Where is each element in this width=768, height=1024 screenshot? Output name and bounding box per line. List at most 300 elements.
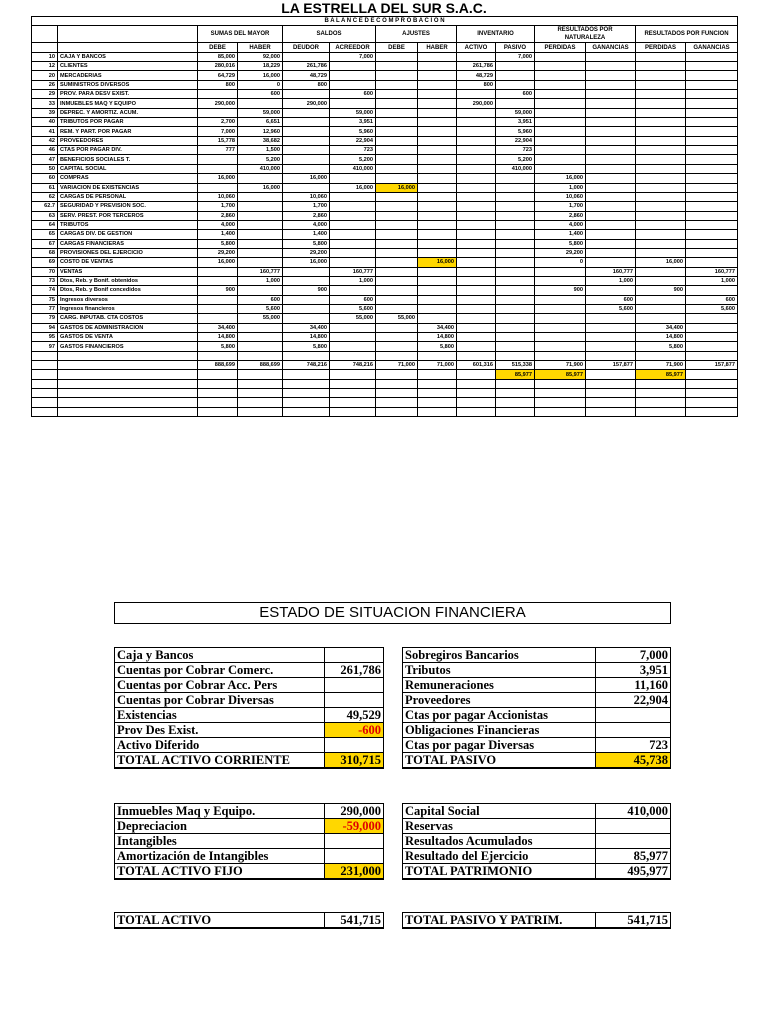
account-code: 50 [32,164,58,173]
statement-label: Reservas [403,819,596,834]
cell-pasivo [496,174,535,183]
statement-label: Ctas por pagar Diversas [403,738,596,753]
cell-haber [238,202,283,211]
cell-ganancias-fun [686,108,738,117]
cell-haber: 12,960 [238,127,283,136]
header-ajustes: AJUSTES [376,26,457,43]
cell-ganancias [586,258,636,267]
cell-ganancias [586,146,636,155]
cell-perdidas-fun [636,118,686,127]
total-perdidas: 71,900 [535,361,586,370]
cell-activo [457,118,496,127]
cell-deudor [283,118,330,127]
statement-label: TOTAL PATRIMONIO [403,864,596,880]
cell-perdidas: 1,700 [535,202,586,211]
cell-ajuste-haber [418,230,457,239]
result-perdidas-fun: 85,977 [636,370,686,379]
cell-debe: 7,000 [198,127,238,136]
cell-ajuste-debe [376,248,418,257]
statement-value: 3,951 [596,663,671,678]
statement-value [325,738,384,753]
statement-value [325,648,384,663]
account-code: 40 [32,118,58,127]
account-name: CARGAS DE PERSONAL [58,192,198,201]
balance-row [32,286,738,295]
account-code: 70 [32,267,58,276]
cell-perdidas: 29,200 [535,248,586,257]
cell-activo [457,333,496,342]
cell-ajuste-debe [376,304,418,313]
cell-ganancias [586,211,636,220]
cell-pasivo [496,323,535,332]
cell-haber [238,192,283,201]
account-name: BENEFICIOS SOCIALES T. [58,155,198,164]
statement-row [403,819,671,834]
cell-acreedor [330,342,376,351]
cell-ganancias-fun [686,258,738,267]
cell-activo [457,230,496,239]
statement-row [115,819,384,834]
cell-ajuste-debe [376,80,418,89]
account-code: 68 [32,248,58,257]
cell-activo: 290,000 [457,99,496,108]
statement-label: Inmuebles Maq y Equipo. [115,804,325,819]
cell-activo [457,258,496,267]
cell-acreedor [330,174,376,183]
cell-acreedor [330,248,376,257]
cell-activo [457,202,496,211]
account-name: CARG. INPUTAB. CTA COSTOS [58,314,198,323]
cell-perdidas-fun [636,62,686,71]
statement-label: Depreciacion [115,819,325,834]
cell-ajuste-debe [376,230,418,239]
cell-deudor: 48,729 [283,71,330,80]
cell-ganancias [586,174,636,183]
cell-perdidas [535,136,586,145]
header-sumas: SUMAS DEL MAYOR [198,26,283,43]
cell-ganancias-fun [686,80,738,89]
cell-haber [238,258,283,267]
blank-row [32,398,738,407]
cell-acreedor [330,258,376,267]
cell-debe: 14,800 [198,333,238,342]
cell-ajuste-haber [418,80,457,89]
account-name: Ingresos diversos [58,295,198,304]
cell-ganancias: 600 [586,295,636,304]
statement-value: 410,000 [596,804,671,819]
col-debe: DEBE [198,43,238,52]
cell-ganancias-fun [686,164,738,173]
cell-ganancias-fun [686,155,738,164]
cell-ajuste-debe [376,174,418,183]
statement-row [115,753,384,769]
col-activo: ACTIVO [457,43,496,52]
cell-acreedor: 3,951 [330,118,376,127]
cell-debe [198,267,238,276]
cell-haber [238,342,283,351]
cell-ganancias [586,342,636,351]
balance-row [32,342,738,351]
cell-deudor: 290,000 [283,99,330,108]
blank-row [32,407,738,416]
cell-ajuste-debe [376,155,418,164]
cell-ganancias [586,239,636,248]
header-saldos: SALDOS [283,26,376,43]
cell-ganancias [586,333,636,342]
cell-ajuste-debe [376,164,418,173]
balance-row [32,211,738,220]
statement-value [596,708,671,723]
cell-ajuste-debe [376,286,418,295]
account-name: REM. Y PART. POR PAGAR [58,127,198,136]
account-code: 47 [32,155,58,164]
cell-acreedor: 600 [330,295,376,304]
statement-row [403,663,671,678]
cell-ajuste-haber [418,174,457,183]
cell-pasivo [496,286,535,295]
cell-ganancias [586,62,636,71]
cell-ajuste-debe [376,267,418,276]
cell-haber [238,220,283,229]
cell-debe [198,108,238,117]
cell-deudor [283,314,330,323]
account-name: SERV. PREST. POR TERCEROS [58,211,198,220]
balance-row [32,267,738,276]
statement-value: 85,977 [596,849,671,864]
cell-acreedor [330,220,376,229]
cell-ganancias-fun [686,118,738,127]
statement-value: 290,000 [325,804,384,819]
cell-perdidas-fun: 5,800 [636,342,686,351]
cell-ajuste-debe [376,342,418,351]
statement-value [596,819,671,834]
statement-label: Amortización de Intangibles [115,849,325,864]
cell-ajuste-debe [376,276,418,285]
cell-ajuste-haber [418,211,457,220]
header-resultados-funcion: RESULTADOS POR FUNCION [636,26,738,43]
cell-ganancias [586,286,636,295]
cell-activo: 48,729 [457,71,496,80]
cell-pasivo [496,230,535,239]
account-name: MERCADERIAS [58,71,198,80]
cell-pasivo: 600 [496,90,535,99]
account-code: 29 [32,90,58,99]
statement-row [115,678,384,693]
total-pasivo-patrim-label: TOTAL PASIVO Y PATRIM. [403,913,596,929]
statement-row [403,834,671,849]
cell-pasivo [496,314,535,323]
cell-pasivo [496,220,535,229]
cell-ajuste-haber: 16,000 [418,258,457,267]
account-name: SEGURIDAD Y PREVISION SOC. [58,202,198,211]
cell-haber: 55,000 [238,314,283,323]
cell-ganancias-fun [686,333,738,342]
account-name: PROVEEDORES [58,136,198,145]
balance-row [32,258,738,267]
account-name: COSTO DE VENTAS [58,258,198,267]
account-name: VENTAS [58,267,198,276]
cell-perdidas-fun [636,174,686,183]
cell-perdidas [535,164,586,173]
cell-debe [198,295,238,304]
cell-acreedor [330,80,376,89]
statement-label: Cuentas por Cobrar Acc. Pers [115,678,325,693]
statement-row [115,708,384,723]
cell-perdidas-fun [636,127,686,136]
cell-pasivo [496,211,535,220]
cell-debe: 16,000 [198,258,238,267]
cell-haber: 5,200 [238,155,283,164]
cell-haber [238,248,283,257]
cell-debe: 15,778 [198,136,238,145]
cell-haber [238,99,283,108]
col-acreedor: ACREEDOR [330,43,376,52]
statement-row [115,738,384,753]
cell-ajuste-debe [376,146,418,155]
cell-acreedor [330,202,376,211]
cell-perdidas: 1,400 [535,230,586,239]
statement-row [115,723,384,738]
cell-ganancias-fun [686,192,738,201]
balance-row [32,108,738,117]
total-pasivo-patrim-value: 541,715 [596,913,671,929]
cell-ganancias-fun [686,230,738,239]
cell-debe: 777 [198,146,238,155]
cell-activo [457,136,496,145]
statement-value [325,678,384,693]
cell-debe: 29,200 [198,248,238,257]
cell-ganancias-fun [686,183,738,192]
cell-ganancias-fun [686,52,738,61]
statement-value: 723 [596,738,671,753]
cell-ganancias [586,136,636,145]
cell-activo [457,146,496,155]
cell-ganancias-fun [686,211,738,220]
cell-ganancias [586,155,636,164]
account-code: 33 [32,99,58,108]
cell-perdidas [535,127,586,136]
balance-row [32,230,738,239]
statement-label: TOTAL PASIVO [403,753,596,769]
account-name: TRIBUTOS [58,220,198,229]
company-title: LA ESTRELLA DEL SUR S.A.C. [281,0,487,16]
cell-ajuste-haber [418,314,457,323]
statement-row [403,753,671,769]
cell-perdidas-fun [636,267,686,276]
cell-ajuste-haber [418,304,457,313]
balance-row [32,80,738,89]
statement-label: Cuentas por Cobrar Diversas [115,693,325,708]
cell-ajuste-haber [418,164,457,173]
cell-perdidas [535,146,586,155]
cell-debe: 1,400 [198,230,238,239]
cell-perdidas [535,267,586,276]
cell-perdidas-fun [636,239,686,248]
cell-acreedor [330,99,376,108]
cell-perdidas [535,99,586,108]
balance-row [32,276,738,285]
cell-perdidas: 16,000 [535,174,586,183]
cell-deudor: 34,400 [283,323,330,332]
cell-acreedor: 55,000 [330,314,376,323]
cell-acreedor: 723 [330,146,376,155]
cell-ganancias [586,230,636,239]
balance-row [32,183,738,192]
cell-activo [457,108,496,117]
cell-acreedor: 5,200 [330,155,376,164]
statement-value [325,849,384,864]
cell-ajuste-haber [418,192,457,201]
cell-ajuste-haber: 14,800 [418,333,457,342]
cell-pasivo [496,71,535,80]
cell-activo [457,174,496,183]
cell-deudor: 29,200 [283,248,330,257]
cell-debe: 4,000 [198,220,238,229]
balance-row [32,164,738,173]
cell-acreedor: 1,000 [330,276,376,285]
sheet-title: B A L A N C E D E C O M P R O B A C I O N [32,17,738,26]
cell-haber [238,211,283,220]
cell-ganancias-fun [686,239,738,248]
cell-ajuste-haber [418,146,457,155]
total-activo-label: TOTAL ACTIVO [115,913,325,929]
cell-activo [457,286,496,295]
cell-debe: 900 [198,286,238,295]
statement-row [403,849,671,864]
statement-value: 261,786 [325,663,384,678]
cell-perdidas-fun [636,183,686,192]
cell-acreedor: 7,000 [330,52,376,61]
cell-ganancias-fun [686,202,738,211]
cell-activo [457,211,496,220]
cell-deudor: 1,400 [283,230,330,239]
account-name: PROV. PARA DESV EXIST. [58,90,198,99]
cell-debe: 5,800 [198,239,238,248]
cell-deudor [283,127,330,136]
cell-pasivo: 5,960 [496,127,535,136]
cell-acreedor: 22,904 [330,136,376,145]
cell-perdidas-fun [636,276,686,285]
cell-perdidas-fun: 900 [636,286,686,295]
cell-acreedor: 5,600 [330,304,376,313]
balance-row [32,155,738,164]
cell-ajuste-haber [418,276,457,285]
cell-ajuste-haber [418,155,457,164]
cell-perdidas-fun [636,304,686,313]
statement-value: 7,000 [596,648,671,663]
account-code: 94 [32,323,58,332]
cell-debe: 16,000 [198,174,238,183]
cell-acreedor: 59,000 [330,108,376,117]
account-name: GASTOS FINANCIEROS [58,342,198,351]
cell-perdidas-fun [636,295,686,304]
cell-ajuste-debe [376,258,418,267]
account-code: 39 [32,108,58,117]
account-code: 97 [32,342,58,351]
balance-row [32,62,738,71]
cell-perdidas-fun [636,192,686,201]
cell-ganancias [586,99,636,108]
cell-activo [457,164,496,173]
col-perdidas: PERDIDAS [535,43,586,52]
cell-ajuste-haber [418,62,457,71]
cell-perdidas [535,90,586,99]
cell-ganancias-fun [686,99,738,108]
blank-row [32,351,738,360]
cell-perdidas [535,118,586,127]
cell-acreedor: 410,000 [330,164,376,173]
cell-haber: 1,500 [238,146,283,155]
cell-deudor [283,52,330,61]
cell-perdidas-fun [636,211,686,220]
cell-ajuste-debe [376,136,418,145]
cell-deudor [283,267,330,276]
cell-deudor [283,146,330,155]
cell-ganancias [586,192,636,201]
cell-debe: 800 [198,80,238,89]
cell-perdidas-fun [636,202,686,211]
cell-deudor [283,108,330,117]
statement-label: Resultado del Ejercicio [403,849,596,864]
account-name: Dtos, Reb. y Bonif concedidos [58,286,198,295]
cell-haber [238,174,283,183]
cell-perdidas [535,304,586,313]
statement-row [115,804,384,819]
balance-row [32,248,738,257]
cell-ajuste-haber [418,118,457,127]
trial-balance-table [31,16,738,417]
cell-deudor [283,295,330,304]
cell-perdidas: 2,860 [535,211,586,220]
cell-ajuste-haber [418,127,457,136]
estado-title: ESTADO DE SITUACION FINANCIERA [114,602,671,624]
cell-activo [457,248,496,257]
cell-activo [457,183,496,192]
balance-row [32,146,738,155]
cell-ganancias [586,80,636,89]
cell-ajuste-debe [376,52,418,61]
account-name: DEPREC. Y AMORTIZ. ACUM. [58,108,198,117]
cell-ganancias [586,108,636,117]
account-code: 75 [32,295,58,304]
col-deudor: DEUDOR [283,43,330,52]
cell-ajuste-debe [376,90,418,99]
cell-pasivo: 5,200 [496,155,535,164]
cell-deudor: 5,800 [283,239,330,248]
cell-ajuste-debe [376,62,418,71]
balance-row [32,333,738,342]
account-code: 26 [32,80,58,89]
cell-perdidas [535,80,586,89]
cell-perdidas [535,295,586,304]
cell-perdidas-fun [636,136,686,145]
result-pasivo: 85,977 [496,370,535,379]
cell-acreedor [330,192,376,201]
balance-row [32,220,738,229]
cell-debe [198,90,238,99]
balance-row [32,136,738,145]
col-ajustes-debe: DEBE [376,43,418,52]
cell-activo [457,295,496,304]
account-name: SUMINISTROS DIVERSOS [58,80,198,89]
cell-ganancias-fun [686,71,738,80]
statement-row [403,708,671,723]
cell-pasivo: 3,951 [496,118,535,127]
balance-row [32,295,738,304]
cell-perdidas-fun [636,155,686,164]
cell-ganancias [586,164,636,173]
cell-acreedor [330,71,376,80]
